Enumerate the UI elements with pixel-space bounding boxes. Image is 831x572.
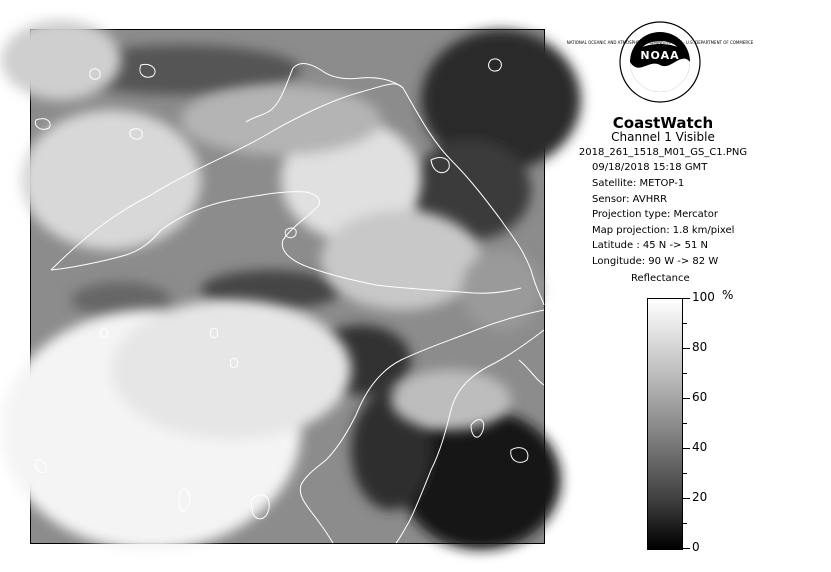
colorbar-tick bbox=[682, 298, 690, 299]
colorbar-tick bbox=[682, 523, 687, 524]
colorbar-tick bbox=[682, 473, 687, 474]
longitude-range: Longitude: 90 W -> 82 W bbox=[592, 256, 719, 267]
projection-type: Projection type: Mercator bbox=[592, 209, 718, 220]
acquisition-datetime: 09/18/2018 15:18 GMT bbox=[592, 162, 708, 173]
colorbar-tick bbox=[682, 373, 687, 374]
colorbar-tick-label: 0 bbox=[692, 540, 700, 554]
noaa-logo bbox=[566, 21, 754, 103]
colorbar-tick-label: 100 bbox=[692, 290, 715, 304]
colorbar-tick bbox=[682, 323, 687, 324]
channel-label: Channel 1 Visible bbox=[611, 130, 715, 144]
colorbar-tick bbox=[682, 348, 690, 349]
colorbar-tick bbox=[682, 548, 690, 549]
satellite-info: Satellite: METOP-1 bbox=[592, 178, 685, 189]
colorbar-tick bbox=[682, 423, 687, 424]
map-projection: Map projection: 1.8 km/pixel bbox=[592, 225, 735, 236]
logo-ring-text: NATIONAL OCEANIC AND ATMOSPHERIC ADMINISTRATION · U.S. DEPARTMENT OF COMMERCE bbox=[566, 40, 754, 45]
colorbar-tick-label: 40 bbox=[692, 440, 708, 454]
colorbar-tick bbox=[682, 498, 690, 499]
logo-text: NOAA bbox=[640, 49, 680, 62]
colorbar-tick bbox=[682, 398, 690, 399]
satellite-image bbox=[31, 30, 544, 543]
colorbar-tick-label: 60 bbox=[692, 390, 708, 404]
latitude-range: Latitude : 45 N -> 51 N bbox=[592, 240, 708, 251]
colorbar-tick-label: 80 bbox=[692, 340, 708, 354]
colorbar-title: Reflectance bbox=[631, 273, 690, 284]
colorbar-unit: % bbox=[722, 288, 734, 302]
reflectance-colorbar bbox=[647, 298, 683, 550]
sensor-info: Sensor: AVHRR bbox=[592, 194, 668, 205]
satellite-map[interactable] bbox=[30, 29, 545, 544]
file-name: 2018_261_1518_M01_GS_C1.PNG bbox=[578, 147, 748, 158]
colorbar-tick-label: 20 bbox=[692, 490, 708, 504]
product-title: CoastWatch bbox=[612, 114, 714, 132]
colorbar-tick bbox=[682, 448, 690, 449]
